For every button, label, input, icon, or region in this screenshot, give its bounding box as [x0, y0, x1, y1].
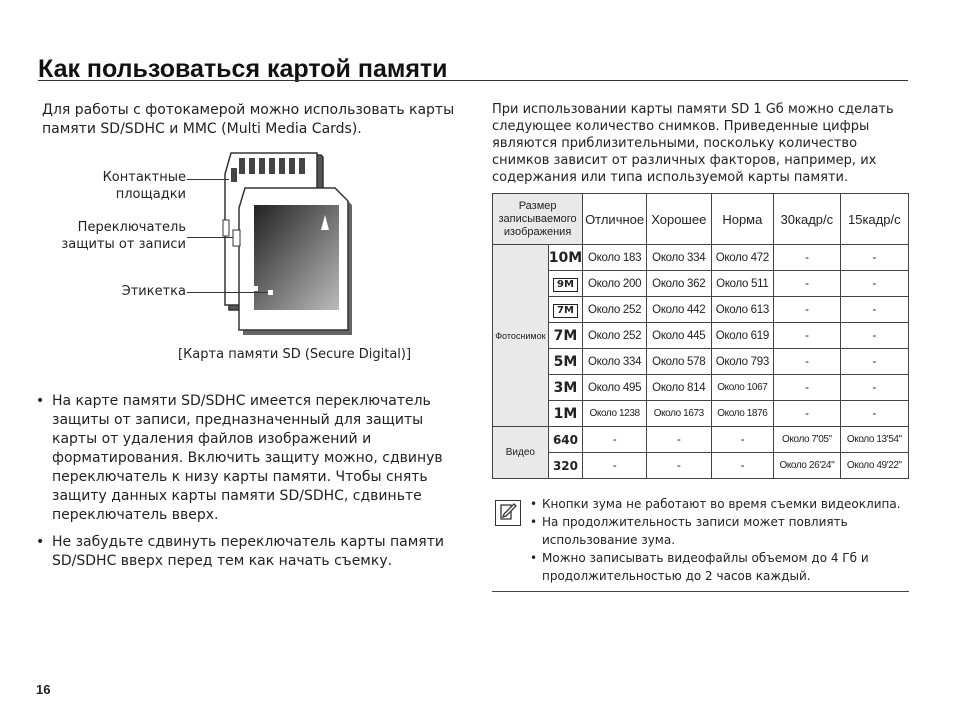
- title-rule: [38, 80, 908, 81]
- header-fps: 30кадр/с: [774, 194, 840, 245]
- table-row: 9M Около 200 Около 362 Около 511 - -: [493, 271, 909, 297]
- size-icon: 640: [548, 427, 582, 453]
- size-icon: 9M: [548, 271, 582, 297]
- note-item: • На продолжительность записи может повлиять использование зума.: [528, 513, 908, 549]
- header-quality: Норма: [711, 194, 774, 245]
- note-item: • Можно записывать видеофайлы объемом до 4 Гб и продолжительностью до 2 часов каждый.: [528, 549, 908, 585]
- table-row: 7M Около 252 Около 445 Около 619 - -: [493, 323, 909, 349]
- page-title: Как пользоваться картой памяти: [38, 55, 448, 83]
- leader-label: [187, 292, 267, 293]
- size-icon: 1M: [548, 401, 582, 427]
- size-icon: 5M: [548, 349, 582, 375]
- header-quality: Отличное: [583, 194, 647, 245]
- label-card-label: Этикетка: [121, 284, 186, 299]
- size-icon: 3M: [548, 375, 582, 401]
- size-icon: 7M: [548, 297, 582, 323]
- table-row: 320 - - - Около 26'24" Около 49'22": [493, 453, 909, 479]
- table-row: 5M Около 334 Около 578 Около 793 - -: [493, 349, 909, 375]
- bullet-item: • На карте памяти SD/SDHC имеется переключатель защиты от записи, предназначенный для защиты карты от удаления файлов изображений и форматирования. Включить защиту можно, сдвинув переключатель к низу карты памяти. Чтобы снять защиту данных карты памяти SD/SDHC, сдвиньте переключатель вверх.: [36, 392, 466, 525]
- leader-contacts: [187, 179, 229, 180]
- table-row: Фотоснимок 10M Около 183 Около 334 Около 472 - -: [493, 245, 909, 271]
- header-fps: 15кадр/с: [840, 194, 908, 245]
- image-caption: [Карта памяти SD (Secure Digital)]: [178, 347, 412, 362]
- size-icon: 320: [548, 453, 582, 479]
- bullet-item: • Не забудьте сдвинуть переключатель карты памяти SD/SDHC вверх перед тем как начать съемку.: [36, 533, 466, 571]
- notes-rule: [492, 591, 909, 592]
- header-size: Размер записываемого изображения: [493, 194, 583, 245]
- notes-list: [528, 495, 908, 585]
- table-row: 3M Около 495 Около 814 Около 1067 - -: [493, 375, 909, 401]
- sd-card-illustration: [213, 150, 358, 340]
- leader-switch: [187, 237, 233, 238]
- header-quality: Хорошее: [646, 194, 711, 245]
- capacity-table: [492, 193, 909, 479]
- note-item: • Кнопки зума не работают во время съемки видеоклипа.: [528, 495, 908, 513]
- left-bullets: [36, 392, 466, 579]
- size-icon: 7M: [548, 323, 582, 349]
- note-icon: [495, 500, 521, 526]
- group-video: Видео: [493, 427, 549, 479]
- table-row: Видео 640 - - - Около 7'05" Около 13'54": [493, 427, 909, 453]
- page-number: 16: [36, 682, 51, 697]
- table-row: 1M Около 1238 Около 1673 Около 1876 - -: [493, 401, 909, 427]
- left-intro: Для работы с фотокамерой можно использовать карты памяти SD/SDHC и MMC (Multi Media Cards).: [42, 102, 455, 137]
- size-icon: 10M: [548, 245, 582, 271]
- label-contacts: Контактные площадки: [102, 170, 186, 202]
- right-intro: При использовании карты памяти SD 1 Gб можно сделать следующее количество снимков. Приведенные цифры являются приблизительными, поскольку количество снимков зависит от различных факторов, например, их содержания или типа используемой карты памяти.: [492, 102, 894, 185]
- label-write-protect: Переключатель защиты от записи: [61, 220, 186, 252]
- table-row: 7M Около 252 Около 442 Около 613 - -: [493, 297, 909, 323]
- table-header-row: [493, 194, 909, 245]
- group-photo: Фотоснимок: [493, 245, 549, 427]
